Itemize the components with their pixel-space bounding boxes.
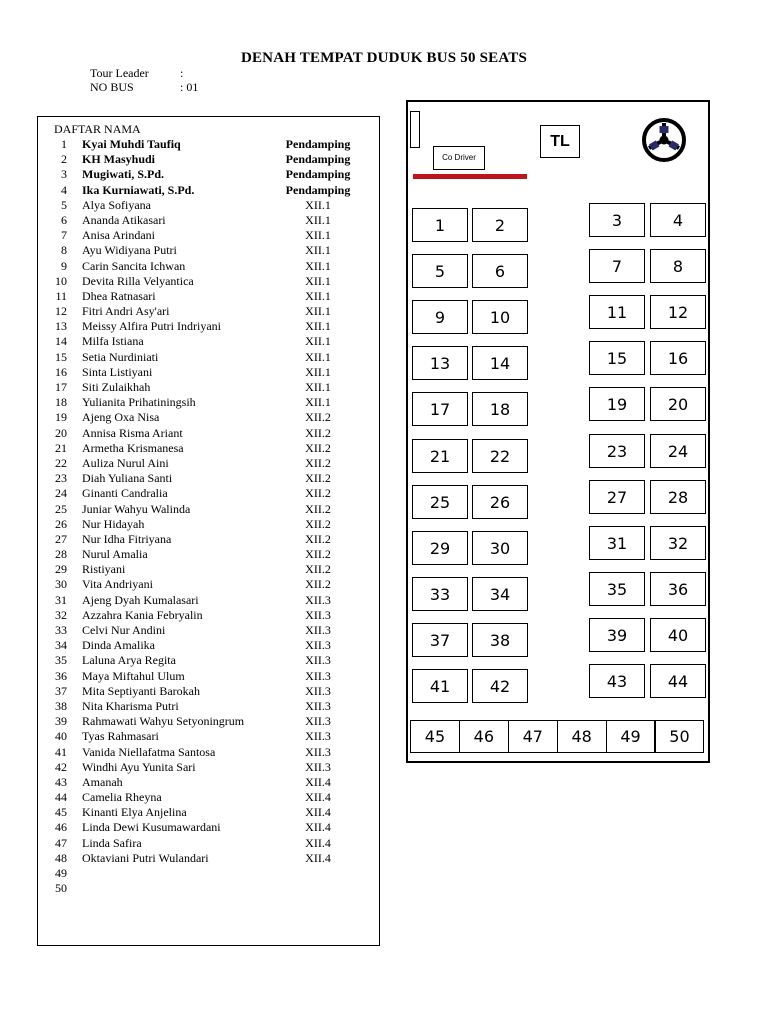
seat-46[interactable]: 46 bbox=[459, 720, 509, 753]
list-item-name: Devita Rilla Velyantica bbox=[82, 273, 194, 288]
list-item-class: XII.2 bbox=[305, 577, 331, 592]
list-item bbox=[38, 866, 379, 881]
seat-12[interactable]: 12 bbox=[650, 295, 706, 329]
seat-10[interactable]: 10 bbox=[472, 300, 528, 334]
seat-48[interactable]: 48 bbox=[557, 720, 607, 753]
seat-8[interactable]: 8 bbox=[650, 249, 706, 283]
list-item bbox=[38, 167, 379, 182]
list-item-number: 29 bbox=[55, 562, 67, 577]
list-item-class: XII.1 bbox=[305, 304, 331, 319]
list-item bbox=[38, 836, 379, 851]
list-item bbox=[38, 775, 379, 790]
seat-13[interactable]: 13 bbox=[412, 346, 468, 380]
seat-27[interactable]: 27 bbox=[589, 480, 645, 514]
list-item bbox=[38, 714, 379, 729]
list-item-number: 2 bbox=[61, 152, 67, 167]
list-item-class: Pendamping bbox=[285, 182, 351, 197]
list-item-name: Azzahra Kania Febryalin bbox=[82, 607, 203, 622]
seat-7[interactable]: 7 bbox=[589, 249, 645, 283]
list-item-name: Vanida Niellafatma Santosa bbox=[82, 744, 216, 759]
list-item bbox=[38, 760, 379, 775]
list-item-class: XII.3 bbox=[305, 698, 331, 713]
list-item-number: 13 bbox=[55, 319, 67, 334]
list-item-name: Ajeng Dyah Kumalasari bbox=[82, 592, 199, 607]
list-item-name: Nita Kharisma Putri bbox=[82, 698, 179, 713]
list-item-class: XII.2 bbox=[305, 425, 331, 440]
list-item-number: 38 bbox=[55, 698, 67, 713]
list-item-class: XII.4 bbox=[305, 805, 331, 820]
list-item bbox=[38, 395, 379, 410]
passenger-list bbox=[38, 137, 379, 896]
list-item bbox=[38, 881, 379, 896]
list-item-number: 47 bbox=[55, 835, 67, 850]
list-item-number: 18 bbox=[55, 395, 67, 410]
list-item-class: XII.1 bbox=[305, 364, 331, 379]
list-item bbox=[38, 699, 379, 714]
seat-16[interactable]: 16 bbox=[650, 341, 706, 375]
seat-43[interactable]: 43 bbox=[589, 664, 645, 698]
list-item bbox=[38, 334, 379, 349]
list-item-name: Oktaviani Putri Wulandari bbox=[82, 850, 209, 865]
list-item-class: XII.2 bbox=[305, 516, 331, 531]
list-item-class: Pendamping bbox=[285, 152, 351, 167]
list-item-class: XII.3 bbox=[305, 668, 331, 683]
list-item bbox=[38, 577, 379, 592]
list-item-number: 15 bbox=[55, 349, 67, 364]
seat-30[interactable]: 30 bbox=[472, 531, 528, 565]
list-item-class: XII.3 bbox=[305, 607, 331, 622]
list-item-number: 28 bbox=[55, 547, 67, 562]
seat-32[interactable]: 32 bbox=[650, 526, 706, 560]
list-item-name: Fitri Andri Asy'ari bbox=[82, 304, 170, 319]
list-item-number: 49 bbox=[55, 866, 67, 880]
seat-40[interactable]: 40 bbox=[650, 618, 706, 652]
list-item bbox=[38, 274, 379, 289]
seat-21[interactable]: 21 bbox=[412, 439, 468, 473]
list-item-number: 23 bbox=[55, 471, 67, 486]
aisle-divider bbox=[413, 174, 527, 179]
list-item-name: Anisa Arindani bbox=[82, 228, 155, 243]
list-item-class: XII.1 bbox=[305, 212, 331, 227]
list-item-name: Carin Sancita Ichwan bbox=[82, 258, 186, 273]
seat-19[interactable]: 19 bbox=[589, 387, 645, 421]
list-item bbox=[38, 623, 379, 638]
list-item-name: Nurul Amalia bbox=[82, 547, 148, 562]
list-item-class: XII.3 bbox=[305, 623, 331, 637]
list-item-number: 1 bbox=[61, 137, 67, 151]
list-item bbox=[38, 137, 379, 152]
list-item-name: Juniar Wahyu Walinda bbox=[82, 501, 191, 516]
list-item-class: XII.3 bbox=[305, 683, 331, 698]
list-item bbox=[38, 198, 379, 213]
seat-23[interactable]: 23 bbox=[589, 434, 645, 468]
bus-number-row bbox=[90, 80, 198, 94]
seat-25[interactable]: 25 bbox=[412, 485, 468, 519]
seat-29[interactable]: 29 bbox=[412, 531, 468, 565]
seat-38[interactable]: 38 bbox=[472, 623, 528, 657]
seat-26[interactable]: 26 bbox=[472, 485, 528, 519]
bus-number-value: : 01 bbox=[180, 80, 199, 94]
list-item-class: XII.2 bbox=[305, 440, 331, 455]
passenger-list-box bbox=[37, 116, 380, 946]
list-item-name: Mugiwati, S.Pd. bbox=[82, 167, 165, 182]
list-item bbox=[38, 152, 379, 167]
seat-2[interactable]: 2 bbox=[472, 208, 528, 242]
bus-number-label: NO BUS bbox=[90, 80, 134, 94]
seat-31[interactable]: 31 bbox=[589, 526, 645, 560]
list-item bbox=[38, 243, 379, 258]
seat-11[interactable]: 11 bbox=[589, 295, 645, 329]
list-item bbox=[38, 183, 379, 198]
list-item-name: Ayu Widiyana Putri bbox=[82, 243, 177, 258]
seat-42[interactable]: 42 bbox=[472, 669, 528, 703]
list-item-name: Ginanti Candralia bbox=[82, 486, 168, 501]
list-item-number: 48 bbox=[55, 850, 67, 865]
list-item bbox=[38, 259, 379, 274]
list-item-name: Tyas Rahmasari bbox=[82, 729, 159, 744]
list-item-class: XII.1 bbox=[305, 288, 331, 303]
list-item-class: XII.2 bbox=[305, 547, 331, 562]
list-item bbox=[38, 729, 379, 744]
list-item-name: Windhi Ayu Yunita Sari bbox=[82, 759, 196, 774]
seat-6[interactable]: 6 bbox=[472, 254, 528, 288]
tour-leader-label: Tour Leader bbox=[90, 66, 149, 80]
seat-15[interactable]: 15 bbox=[589, 341, 645, 375]
list-item bbox=[38, 593, 379, 608]
list-item-number: 44 bbox=[55, 790, 67, 805]
list-item-class: XII.3 bbox=[305, 638, 331, 653]
list-item-name: Ristiyani bbox=[82, 562, 126, 577]
seat-37[interactable]: 37 bbox=[412, 623, 468, 657]
list-item bbox=[38, 304, 379, 319]
seat-34[interactable]: 34 bbox=[472, 577, 528, 611]
list-item-name: Ajeng Oxa Nisa bbox=[82, 410, 160, 425]
seat-5[interactable]: 5 bbox=[412, 254, 468, 288]
list-item-class: XII.2 bbox=[305, 486, 331, 501]
list-item bbox=[38, 851, 379, 866]
list-item-class: XII.4 bbox=[305, 790, 331, 805]
list-item-number: 16 bbox=[55, 364, 67, 379]
list-item-class: XII.4 bbox=[305, 835, 331, 850]
list-item-number: 19 bbox=[55, 410, 67, 425]
list-item-class: XII.1 bbox=[305, 258, 331, 273]
list-item-name: Siti Zulaikhah bbox=[82, 380, 151, 394]
list-item-number: 5 bbox=[61, 197, 67, 212]
trip-meta bbox=[90, 66, 198, 94]
list-item-class: XII.3 bbox=[305, 759, 331, 774]
list-item-class: XII.1 bbox=[305, 243, 331, 258]
list-item-name: Celvi Nur Andini bbox=[82, 623, 166, 637]
list-item-name: Ananda Atikasari bbox=[82, 212, 166, 227]
list-item bbox=[38, 562, 379, 577]
seat-9[interactable]: 9 bbox=[412, 300, 468, 334]
list-item-class: XII.2 bbox=[305, 531, 331, 546]
list-item bbox=[38, 684, 379, 699]
list-item-name: Auliza Nurul Aini bbox=[82, 455, 169, 470]
list-item-name: Setia Nurdiniati bbox=[82, 349, 159, 364]
seat-39[interactable]: 39 bbox=[589, 618, 645, 652]
list-item-number: 43 bbox=[55, 774, 67, 789]
list-item-name: Nur Hidayah bbox=[82, 516, 145, 531]
list-item-number: 36 bbox=[55, 668, 67, 683]
list-item-number: 10 bbox=[55, 273, 67, 288]
list-item-name: Ika Kurniawati, S.Pd. bbox=[82, 182, 195, 197]
list-item-name: Yulianita Prihatiningsih bbox=[82, 395, 196, 410]
list-item-class: Pendamping bbox=[285, 137, 351, 151]
seat-50[interactable]: 50 bbox=[655, 720, 705, 753]
list-item-name: Sinta Listiyani bbox=[82, 364, 153, 379]
list-item-name: Milfa Istiana bbox=[82, 334, 144, 349]
seat-33[interactable]: 33 bbox=[412, 577, 468, 611]
list-item bbox=[38, 608, 379, 623]
list-item-number: 7 bbox=[61, 228, 67, 243]
list-item-name: Mita Septiyanti Barokah bbox=[82, 683, 200, 698]
tour-leader-row bbox=[90, 66, 198, 80]
list-item-number: 26 bbox=[55, 516, 67, 531]
list-item-number: 35 bbox=[55, 653, 67, 668]
list-item-class: XII.4 bbox=[305, 820, 331, 835]
list-item-class: XII.3 bbox=[305, 714, 331, 729]
list-item-number: 20 bbox=[55, 425, 67, 440]
list-item-number: 14 bbox=[55, 334, 67, 349]
list-item-number: 27 bbox=[55, 531, 67, 546]
list-item-number: 40 bbox=[55, 729, 67, 744]
steering-wheel-icon bbox=[641, 117, 687, 163]
list-item bbox=[38, 532, 379, 547]
page-title: DENAH TEMPAT DUDUK BUS 50 SEATS bbox=[240, 50, 528, 66]
list-item-number: 12 bbox=[55, 304, 67, 319]
list-item bbox=[38, 517, 379, 532]
list-item-name: Dhea Ratnasari bbox=[82, 288, 156, 303]
list-item-number: 37 bbox=[55, 683, 67, 698]
list-item bbox=[38, 441, 379, 456]
list-item bbox=[38, 805, 379, 820]
list-item-class: XII.2 bbox=[305, 410, 331, 425]
list-item-name: Linda Dewi Kusumawardani bbox=[82, 820, 221, 835]
list-item bbox=[38, 471, 379, 486]
list-item-number: 3 bbox=[61, 167, 67, 182]
list-item bbox=[38, 456, 379, 471]
list-item-class: XII.3 bbox=[305, 653, 331, 668]
seat-1[interactable]: 1 bbox=[412, 208, 468, 242]
list-item-number: 34 bbox=[55, 638, 67, 653]
co-driver-seat: Co Driver bbox=[433, 146, 485, 170]
list-item-class: XII.3 bbox=[305, 729, 331, 744]
list-item-class: XII.1 bbox=[305, 319, 331, 334]
list-item bbox=[38, 745, 379, 760]
list-item-name: Kyai Muhdi Taufiq bbox=[82, 137, 181, 151]
list-item-number: 31 bbox=[55, 592, 67, 607]
list-item-number: 22 bbox=[55, 455, 67, 470]
list-item-number: 39 bbox=[55, 714, 67, 729]
seat-28[interactable]: 28 bbox=[650, 480, 706, 514]
list-item bbox=[38, 350, 379, 365]
list-item bbox=[38, 502, 379, 517]
list-item-class: XII.2 bbox=[305, 455, 331, 470]
list-item bbox=[38, 410, 379, 425]
list-item-number: 30 bbox=[55, 577, 67, 592]
list-item-class: XII.2 bbox=[305, 501, 331, 516]
seat-20[interactable]: 20 bbox=[650, 387, 706, 421]
list-item-number: 50 bbox=[55, 881, 67, 896]
list-item-class: XII.1 bbox=[305, 349, 331, 364]
list-item-name: Meissy Alfira Putri Indriyani bbox=[82, 319, 221, 334]
tour-leader-seat: TL bbox=[540, 125, 580, 158]
list-item-class: Pendamping bbox=[285, 167, 351, 182]
list-item-name: Camelia Rheyna bbox=[82, 790, 162, 805]
list-item-name: Diah Yuliana Santi bbox=[82, 471, 173, 486]
list-item-class: XII.1 bbox=[305, 334, 331, 349]
seat-3[interactable]: 3 bbox=[589, 203, 645, 237]
list-item bbox=[38, 365, 379, 380]
list-item bbox=[38, 547, 379, 562]
list-item-class: XII.2 bbox=[305, 562, 331, 577]
list-item-name: Amanah bbox=[82, 774, 123, 789]
seat-22[interactable]: 22 bbox=[472, 439, 528, 473]
list-item-class: XII.2 bbox=[305, 471, 331, 486]
bus-door bbox=[410, 111, 420, 148]
list-item-name: Nur Idha Fitriyana bbox=[82, 531, 172, 546]
list-item-number: 17 bbox=[55, 380, 67, 394]
list-item-name: Vita Andriyani bbox=[82, 577, 153, 592]
list-item-class: XII.1 bbox=[305, 380, 331, 394]
list-item-class: XII.1 bbox=[305, 273, 331, 288]
list-item-class: XII.4 bbox=[305, 850, 331, 865]
seat-35[interactable]: 35 bbox=[589, 572, 645, 606]
list-item-class: XII.3 bbox=[305, 592, 331, 607]
seat-47[interactable]: 47 bbox=[508, 720, 558, 753]
list-item bbox=[38, 638, 379, 653]
seat-44[interactable]: 44 bbox=[650, 664, 706, 698]
list-item bbox=[38, 289, 379, 304]
list-item bbox=[38, 213, 379, 228]
list-item-class: XII.3 bbox=[305, 744, 331, 759]
list-item-number: 46 bbox=[55, 820, 67, 835]
seat-45[interactable]: 45 bbox=[410, 720, 460, 753]
list-item-class: XII.1 bbox=[305, 197, 331, 212]
list-item bbox=[38, 319, 379, 334]
passenger-list-title: DAFTAR NAMA bbox=[54, 122, 141, 136]
list-item-number: 6 bbox=[61, 212, 67, 227]
list-item-number: 45 bbox=[55, 805, 67, 820]
seat-4[interactable]: 4 bbox=[650, 203, 706, 237]
list-item-name: Annisa Risma Ariant bbox=[82, 425, 183, 440]
list-item-name: Linda Safira bbox=[82, 835, 142, 850]
list-item-class: XII.4 bbox=[305, 774, 331, 789]
list-item bbox=[38, 669, 379, 684]
list-item-number: 8 bbox=[61, 243, 67, 258]
list-item-number: 25 bbox=[55, 501, 67, 516]
tour-leader-value: : bbox=[180, 66, 184, 80]
list-item-number: 11 bbox=[55, 288, 67, 303]
list-item-name: Kinanti Elya Anjelina bbox=[82, 805, 187, 820]
list-item-name: Armetha Krismanesa bbox=[82, 440, 184, 455]
list-item bbox=[38, 380, 379, 395]
list-item bbox=[38, 486, 379, 501]
list-item bbox=[38, 228, 379, 243]
list-item-name: KH Masyhudi bbox=[82, 152, 156, 167]
list-item-number: 9 bbox=[61, 258, 67, 273]
seat-36[interactable]: 36 bbox=[650, 572, 706, 606]
list-item-name: Rahmawati Wahyu Setyoningrum bbox=[82, 714, 245, 729]
list-item-name: Dinda Amalika bbox=[82, 638, 155, 653]
list-item-number: 21 bbox=[55, 440, 67, 455]
list-item bbox=[38, 426, 379, 441]
list-item bbox=[38, 653, 379, 668]
seat-17[interactable]: 17 bbox=[412, 392, 468, 426]
list-item-class: XII.1 bbox=[305, 395, 331, 410]
list-item-name: Maya Miftahul Ulum bbox=[82, 668, 185, 683]
list-item-number: 4 bbox=[61, 182, 67, 197]
list-item-name: Alya Sofiyana bbox=[82, 197, 151, 212]
list-item-number: 42 bbox=[55, 759, 67, 774]
list-item-number: 33 bbox=[55, 623, 67, 637]
list-item-name: Laluna Arya Regita bbox=[82, 653, 176, 668]
bus-layout bbox=[406, 100, 710, 763]
list-item-number: 32 bbox=[55, 607, 67, 622]
seat-18[interactable]: 18 bbox=[472, 392, 528, 426]
seat-14[interactable]: 14 bbox=[472, 346, 528, 380]
list-item-number: 24 bbox=[55, 486, 67, 501]
seat-49[interactable]: 49 bbox=[606, 720, 656, 753]
list-item-number: 41 bbox=[55, 744, 67, 759]
list-item-class: XII.1 bbox=[305, 228, 331, 243]
seat-24[interactable]: 24 bbox=[650, 434, 706, 468]
seat-41[interactable]: 41 bbox=[412, 669, 468, 703]
list-item bbox=[38, 820, 379, 835]
list-item bbox=[38, 790, 379, 805]
